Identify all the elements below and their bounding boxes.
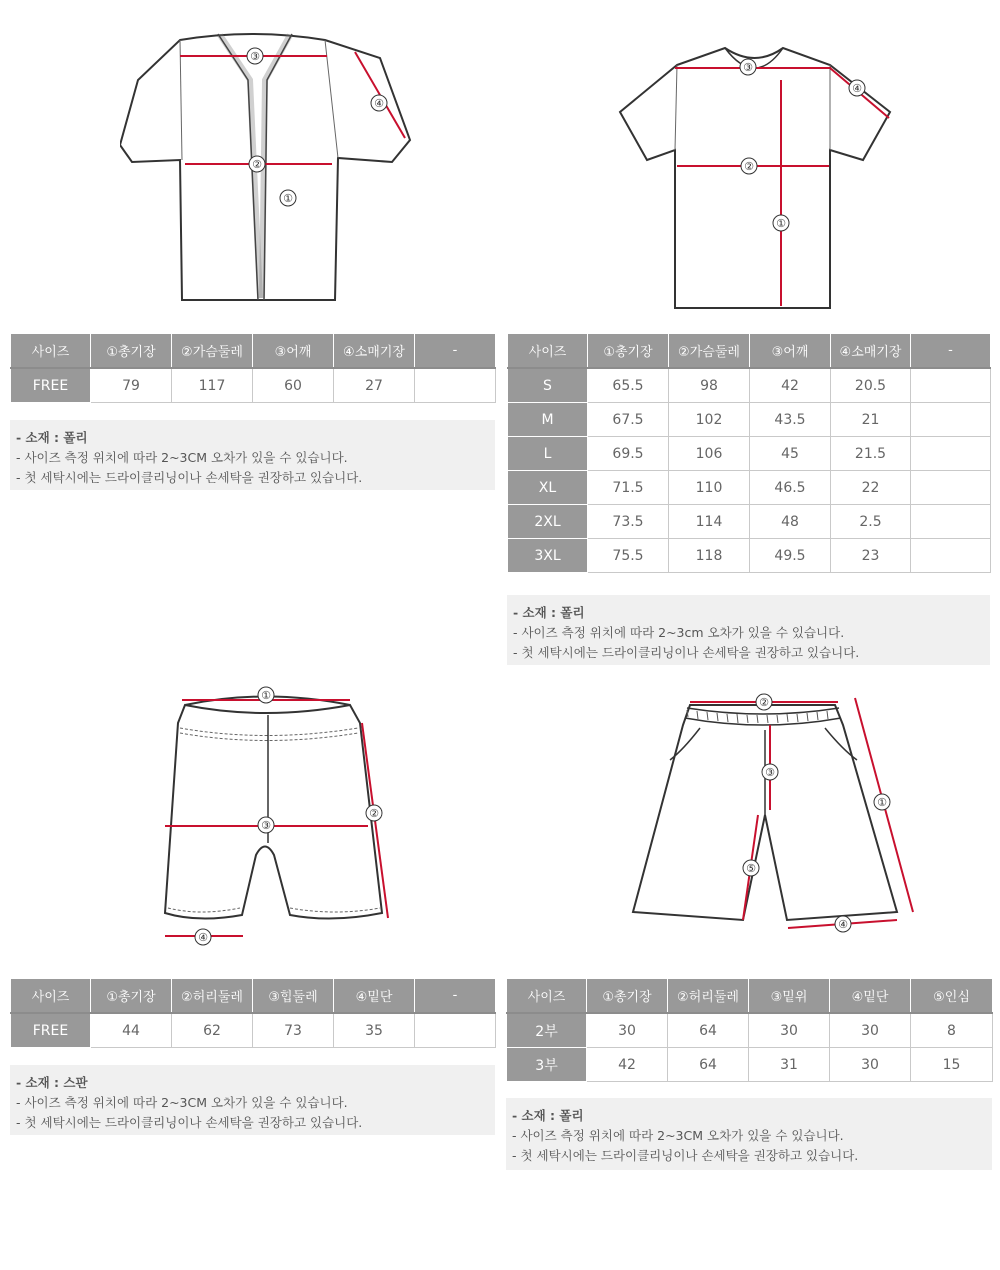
marker-1: ① <box>776 217 786 230</box>
header-chest: ②가슴둘레 <box>172 334 253 369</box>
header-size: 사이즈 <box>508 334 588 369</box>
material-text: - 소재 : 폴리 <box>16 430 88 445</box>
header-size: 사이즈 <box>507 979 587 1014</box>
header-empty: - <box>415 979 496 1014</box>
header-size: 사이즈 <box>11 334 91 369</box>
value-cell: 20.5 <box>831 368 911 403</box>
value-cell: 73 <box>253 1013 334 1048</box>
header-rise: ③밑위 <box>749 979 830 1014</box>
header-hem: ④밑단 <box>334 979 415 1014</box>
leggings-illustration <box>150 683 400 948</box>
marker-2: ② <box>759 696 769 709</box>
cardigan-notes <box>10 420 495 490</box>
table-row <box>508 539 991 573</box>
table-row <box>507 1013 993 1048</box>
material-text: - 소재 : 폴리 <box>513 605 585 620</box>
value-cell: 48 <box>750 505 831 539</box>
header-waist: ②허리둘레 <box>668 979 749 1014</box>
header-shoulder: ③어깨 <box>253 334 334 369</box>
value-cell: 43.5 <box>750 403 831 437</box>
value-cell: 30 <box>587 1013 668 1048</box>
header-sleeve: ④소매기장 <box>831 334 911 369</box>
value-cell: 117 <box>172 368 253 403</box>
material-text: - 소재 : 폴리 <box>512 1108 584 1123</box>
marker-4: ④ <box>198 931 208 944</box>
value-cell <box>911 539 991 573</box>
value-cell: 30 <box>830 1013 911 1048</box>
header-inseam: ⑤인심 <box>911 979 993 1014</box>
value-cell: 42 <box>750 368 831 403</box>
table-row <box>508 437 991 471</box>
marker-2: ② <box>369 807 379 820</box>
value-cell <box>911 505 991 539</box>
value-cell: 23 <box>831 539 911 573</box>
value-cell: 102 <box>669 403 750 437</box>
value-cell: 118 <box>669 539 750 573</box>
notes-line: - 사이즈 측정 위치에 따라 2~3cm 오차가 있을 수 있습니다. <box>513 625 845 640</box>
value-cell: 35 <box>334 1013 415 1048</box>
material-text: - 소재 : 스판 <box>16 1075 88 1090</box>
value-cell: 60 <box>253 368 334 403</box>
marker-4: ④ <box>374 97 384 110</box>
marker-1: ① <box>877 796 887 809</box>
notes-line: - 사이즈 측정 위치에 따라 2~3CM 오차가 있을 수 있습니다. <box>16 1095 348 1110</box>
table-row <box>11 368 496 403</box>
value-cell: 46.5 <box>750 471 831 505</box>
value-cell: 64 <box>668 1013 749 1048</box>
value-cell: 30 <box>749 1013 830 1048</box>
header-length: ①총기장 <box>91 334 172 369</box>
value-cell: 73.5 <box>588 505 669 539</box>
header-length: ①총기장 <box>588 334 669 369</box>
header-shoulder: ③어깨 <box>750 334 831 369</box>
value-cell: 21 <box>831 403 911 437</box>
size-cell: S <box>508 368 588 403</box>
marker-3: ③ <box>743 61 753 74</box>
value-cell <box>911 403 991 437</box>
value-cell: 71.5 <box>588 471 669 505</box>
marker-1: ① <box>261 689 271 702</box>
header-waist: ②허리둘레 <box>172 979 253 1014</box>
value-cell: 114 <box>669 505 750 539</box>
size-cell: XL <box>508 471 588 505</box>
marker-1: ① <box>283 192 293 205</box>
header-length: ①총기장 <box>587 979 668 1014</box>
size-cell: FREE <box>11 368 91 403</box>
tshirt-illustration <box>615 40 905 315</box>
value-cell: 31 <box>749 1048 830 1082</box>
value-cell <box>911 368 991 403</box>
header-hip: ③힙둘레 <box>253 979 334 1014</box>
marker-3: ③ <box>765 766 775 779</box>
value-cell <box>415 1013 496 1048</box>
leggings-size-table <box>10 978 496 1048</box>
size-cell: M <box>508 403 588 437</box>
cardigan-size-table <box>10 333 496 403</box>
notes-line: - 사이즈 측정 위치에 따라 2~3CM 오차가 있을 수 있습니다. <box>512 1128 844 1143</box>
table-row <box>11 1013 496 1048</box>
size-cell: 3XL <box>508 539 588 573</box>
value-cell: 44 <box>91 1013 172 1048</box>
table-row <box>508 471 991 505</box>
marker-2: ② <box>744 160 754 173</box>
value-cell <box>911 471 991 505</box>
notes-line: - 첫 세탁시에는 드라이클리닝이나 손세탁을 권장하고 있습니다. <box>512 1148 859 1163</box>
value-cell: 45 <box>750 437 831 471</box>
value-cell: 69.5 <box>588 437 669 471</box>
size-cell: L <box>508 437 588 471</box>
header-size: 사이즈 <box>11 979 91 1014</box>
tshirt-size-table <box>507 333 991 573</box>
value-cell: 21.5 <box>831 437 911 471</box>
header-chest: ②가슴둘레 <box>669 334 750 369</box>
header-hem: ④밑단 <box>830 979 911 1014</box>
value-cell: 67.5 <box>588 403 669 437</box>
value-cell <box>415 368 496 403</box>
shorts-illustration <box>625 690 925 940</box>
notes-line: - 첫 세탁시에는 드라이클리닝이나 손세탁을 권장하고 있습니다. <box>16 470 363 485</box>
marker-5: ⑤ <box>746 862 756 875</box>
size-cell: 2부 <box>507 1013 587 1048</box>
value-cell: 30 <box>830 1048 911 1082</box>
header-empty: - <box>415 334 496 369</box>
header-length: ①총기장 <box>91 979 172 1014</box>
size-cell: 2XL <box>508 505 588 539</box>
table-row <box>507 1048 993 1082</box>
shorts-notes <box>506 1098 992 1170</box>
tshirt-notes <box>507 595 990 665</box>
size-cell: 3부 <box>507 1048 587 1082</box>
value-cell: 15 <box>911 1048 993 1082</box>
value-cell: 62 <box>172 1013 253 1048</box>
value-cell: 64 <box>668 1048 749 1082</box>
value-cell: 79 <box>91 368 172 403</box>
cardigan-illustration <box>120 20 420 310</box>
marker-3: ③ <box>261 819 271 832</box>
value-cell: 8 <box>911 1013 993 1048</box>
notes-line: - 첫 세탁시에는 드라이클리닝이나 손세탁을 권장하고 있습니다. <box>513 645 860 660</box>
marker-3: ③ <box>250 50 260 63</box>
table-row <box>508 403 991 437</box>
value-cell: 98 <box>669 368 750 403</box>
value-cell: 110 <box>669 471 750 505</box>
value-cell: 49.5 <box>750 539 831 573</box>
table-row <box>508 505 991 539</box>
value-cell: 42 <box>587 1048 668 1082</box>
marker-2: ② <box>252 158 262 171</box>
value-cell: 2.5 <box>831 505 911 539</box>
header-sleeve: ④소매기장 <box>334 334 415 369</box>
value-cell: 106 <box>669 437 750 471</box>
value-cell: 22 <box>831 471 911 505</box>
size-cell: FREE <box>11 1013 91 1048</box>
value-cell: 75.5 <box>588 539 669 573</box>
table-row <box>508 368 991 403</box>
notes-line: - 사이즈 측정 위치에 따라 2~3CM 오차가 있을 수 있습니다. <box>16 450 348 465</box>
notes-line: - 첫 세탁시에는 드라이클리닝이나 손세탁을 권장하고 있습니다. <box>16 1115 363 1130</box>
leggings-notes <box>10 1065 495 1135</box>
header-empty: - <box>911 334 991 369</box>
value-cell: 65.5 <box>588 368 669 403</box>
value-cell <box>911 437 991 471</box>
value-cell: 27 <box>334 368 415 403</box>
marker-4: ④ <box>838 918 848 931</box>
marker-4: ④ <box>852 82 862 95</box>
shorts-size-table <box>506 978 993 1082</box>
